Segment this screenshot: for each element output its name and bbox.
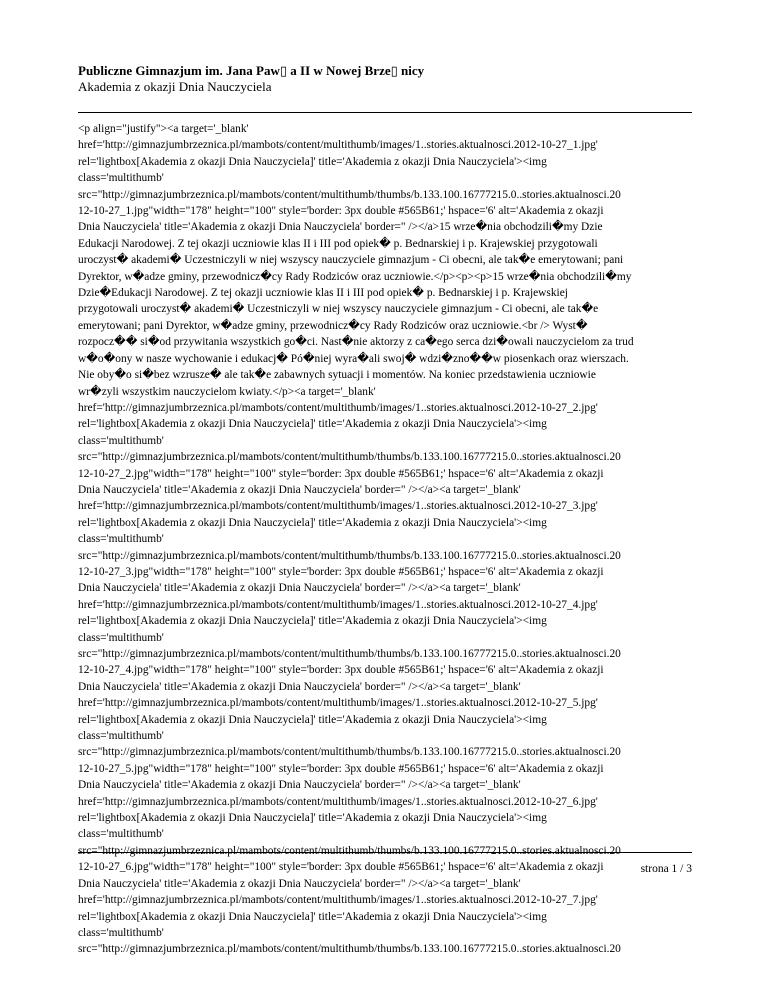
body-line: src="http://gimnazjumbrzeznica.pl/mambots/content/multithumb/thumbs/b.133.100.16777215.0..stories.aktualnosci.20 (78, 451, 621, 464)
body-line: href='http://gimnazjumbrzeznica.pl/mambots/content/multithumb/images/1..stories.aktualnosci.2012-10-27_1.jpg' (78, 139, 598, 152)
body-line: Dnia Nauczyciela' title='Akademia z okazji Dnia Nauczyciela' border=" /></a><a target='_blank' (78, 877, 521, 890)
body-line: Nie oby�o si�bez wzrusze� ale tak�e zabawnych sytuacji i momentów. Na koniec przedstawienia uczniowie (78, 369, 596, 382)
body-line: rel='lightbox[Akademia z okazji Dnia Nauczyciela]' title='Akademia z okazji Dnia Nauczyciela'><img (78, 910, 547, 923)
body-line: 12-10-27_4.jpg"width="178" height="100" style='border: 3px double #565B61;' hspace='6' alt='Akademia z okazji (78, 664, 604, 677)
body-line: href='http://gimnazjumbrzeznica.pl/mambots/content/multithumb/images/1..stories.aktualnosci.2012-10-27_4.jpg' (78, 598, 598, 611)
header-divider (78, 112, 692, 113)
body-line: src="http://gimnazjumbrzeznica.pl/mambots/content/multithumb/thumbs/b.133.100.16777215.0..stories.aktualnosci.20 (78, 943, 621, 956)
body-line: rel='lightbox[Akademia z okazji Dnia Nauczyciela]' title='Akademia z okazji Dnia Nauczyciela'><img (78, 812, 547, 825)
body-line: rel='lightbox[Akademia z okazji Dnia Nauczyciela]' title='Akademia z okazji Dnia Nauczyciela'><img (78, 615, 547, 628)
body-line: Dnia Nauczyciela' title='Akademia z okazji Dnia Nauczyciela' border=" /></a><a target='_blank' (78, 483, 521, 496)
footer-divider (78, 852, 692, 853)
body-line: w�o�ony w nasze wychowanie i edukacj� Pó�niej wyra�ali swoj� wdzi�zno��w piosenkach oraz wierszach. (78, 352, 629, 365)
body-line: href='http://gimnazjumbrzeznica.pl/mambots/content/multithumb/images/1..stories.aktualnosci.2012-10-27_2.jpg' (78, 401, 598, 414)
body-line: wr�zyli wszystkim nauczycielom kwiaty.</p><a target='_blank' (78, 385, 376, 398)
body-line: Dyrektor, w�adze gminy, przewodnicz�cy Rady Rodziców oraz uczniowie.</p><p><p>15 wrze�nia obchodzili�my (78, 270, 632, 283)
body-line: class='multithumb' (78, 926, 164, 939)
document-page (78, 0, 692, 994)
body-line: href='http://gimnazjumbrzeznica.pl/mambots/content/multithumb/images/1..stories.aktualnosci.2012-10-27_6.jpg' (78, 795, 598, 808)
body-line: uroczyst� akademi� Uczestniczyli w niej wszyscy nauczyciele gimnazjum - Ci obecni, ale tak�e emerytowani; pani (78, 254, 624, 267)
page-number: strona 1 / 3 (640, 863, 692, 875)
body-line: href='http://gimnazjumbrzeznica.pl/mambots/content/multithumb/images/1..stories.aktualnosci.2012-10-27_3.jpg' (78, 500, 598, 513)
body-line: Dnia Nauczyciela' title='Akademia z okazji Dnia Nauczyciela' border=" /></a><a target='_blank' (78, 582, 521, 595)
body-line: Edukacji Narodowej. Z tej okazji uczniowie klas II i III pod opiek� p. Bednarskiej i p. Krajewskiej przygotowali (78, 237, 598, 250)
body-line: class='multithumb' (78, 730, 164, 743)
body-line: rel='lightbox[Akademia z okazji Dnia Nauczyciela]' title='Akademia z okazji Dnia Nauczyciela'><img (78, 516, 547, 529)
body-line: href='http://gimnazjumbrzeznica.pl/mambots/content/multithumb/images/1..stories.aktualnosci.2012-10-27_7.jpg' (78, 894, 598, 907)
body-line: class='multithumb' (78, 172, 164, 185)
body-line: rel='lightbox[Akademia z okazji Dnia Nauczyciela]' title='Akademia z okazji Dnia Nauczyciela'><img (78, 155, 547, 168)
body-line: rel='lightbox[Akademia z okazji Dnia Nauczyciela]' title='Akademia z okazji Dnia Nauczyciela'><img (78, 713, 547, 726)
site-title: Publiczne Gimnazjum im. Jana Paw▯ a II w Nowej Brze▯ nicy (78, 63, 425, 78)
body-line: 12-10-27_1.jpg"width="178" height="100" style='border: 3px double #565B61;' hspace='6' alt='Akademia z okazji (78, 205, 604, 218)
body-line: rozpocz�� si�od przywitania wszystkich go�ci. Nast�nie aktorzy z ca�ego serca dzi�owali nauczycielom za trud (78, 336, 634, 349)
body-line: class='multithumb' (78, 828, 164, 841)
body-line: src="http://gimnazjumbrzeznica.pl/mambots/content/multithumb/thumbs/b.133.100.16777215.0..stories.aktualnosci.20 (78, 648, 621, 660)
body-line: przygotowali uroczyst� akademi� Uczestniczyli w niej wszyscy nauczyciele gimnazjum - Ci obecni, ale tak�e (78, 303, 599, 316)
body-line: class='multithumb' (78, 434, 164, 447)
body-line: emerytowani; pani Dyrektor, w�adze gminy, przewodnicz�cy Rady Rodziców oraz uczniowie.<br /> Wyst� (78, 319, 588, 332)
body-line: href='http://gimnazjumbrzeznica.pl/mambots/content/multithumb/images/1..stories.aktualnosci.2012-10-27_5.jpg' (78, 697, 598, 710)
body-line: <p align="justify"><a target='_blank' (78, 123, 249, 135)
body-line: src="http://gimnazjumbrzeznica.pl/mambots/content/multithumb/thumbs/b.133.100.16777215.0..stories.aktualnosci.20 (78, 549, 621, 562)
body-line: Dnia Nauczyciela' title='Akademia z okazji Dnia Nauczyciela' border=" /></a><a target='_blank' (78, 680, 521, 693)
body-line: rel='lightbox[Akademia z okazji Dnia Nauczyciela]' title='Akademia z okazji Dnia Nauczyciela'><img (78, 418, 547, 431)
body-line: src="http://gimnazjumbrzeznica.pl/mambots/content/multithumb/thumbs/b.133.100.16777215.0..stories.aktualnosci.20 (78, 746, 621, 759)
body-line: 12-10-27_5.jpg"width="178" height="100" style='border: 3px double #565B61;' hspace='6' alt='Akademia z okazji (78, 762, 604, 775)
article-body (78, 121, 692, 958)
body-line: src="http://gimnazjumbrzeznica.pl/mambots/content/multithumb/thumbs/b.133.100.16777215.0..stories.aktualnosci.20 (78, 844, 621, 857)
body-line: src="http://gimnazjumbrzeznica.pl/mambots/content/multithumb/thumbs/b.133.100.16777215.0..stories.aktualnosci.20 (78, 188, 621, 201)
body-line: class='multithumb' (78, 631, 164, 644)
body-line: class='multithumb' (78, 533, 164, 546)
body-line: 12-10-27_2.jpg"width="178" height="100" style='border: 3px double #565B61;' hspace='6' alt='Akademia z okazji (78, 467, 604, 480)
body-line: 12-10-27_3.jpg"width="178" height="100" style='border: 3px double #565B61;' hspace='6' alt='Akademia z okazji (78, 565, 604, 578)
page-header (78, 63, 692, 95)
article-title: Akademia z okazji Dnia Nauczyciela (78, 79, 272, 94)
body-line: Dzie�Edukacji Narodowej. Z tej okazji uczniowie klas II i III pod opiek� p. Bednarskiej i p. Krajewskiej (78, 287, 568, 300)
body-line: Dnia Nauczyciela' title='Akademia z okazji Dnia Nauczyciela' border=" /></a><a target='_blank' (78, 779, 521, 792)
body-line: Dnia Nauczyciela' title='Akademia z okazji Dnia Nauczyciela' border=" /></a>15 wrze�nia obchodzili�my Dzie (78, 221, 603, 234)
body-line: 12-10-27_6.jpg"width="178" height="100" style='border: 3px double #565B61;' hspace='6' alt='Akademia z okazji (78, 861, 604, 874)
